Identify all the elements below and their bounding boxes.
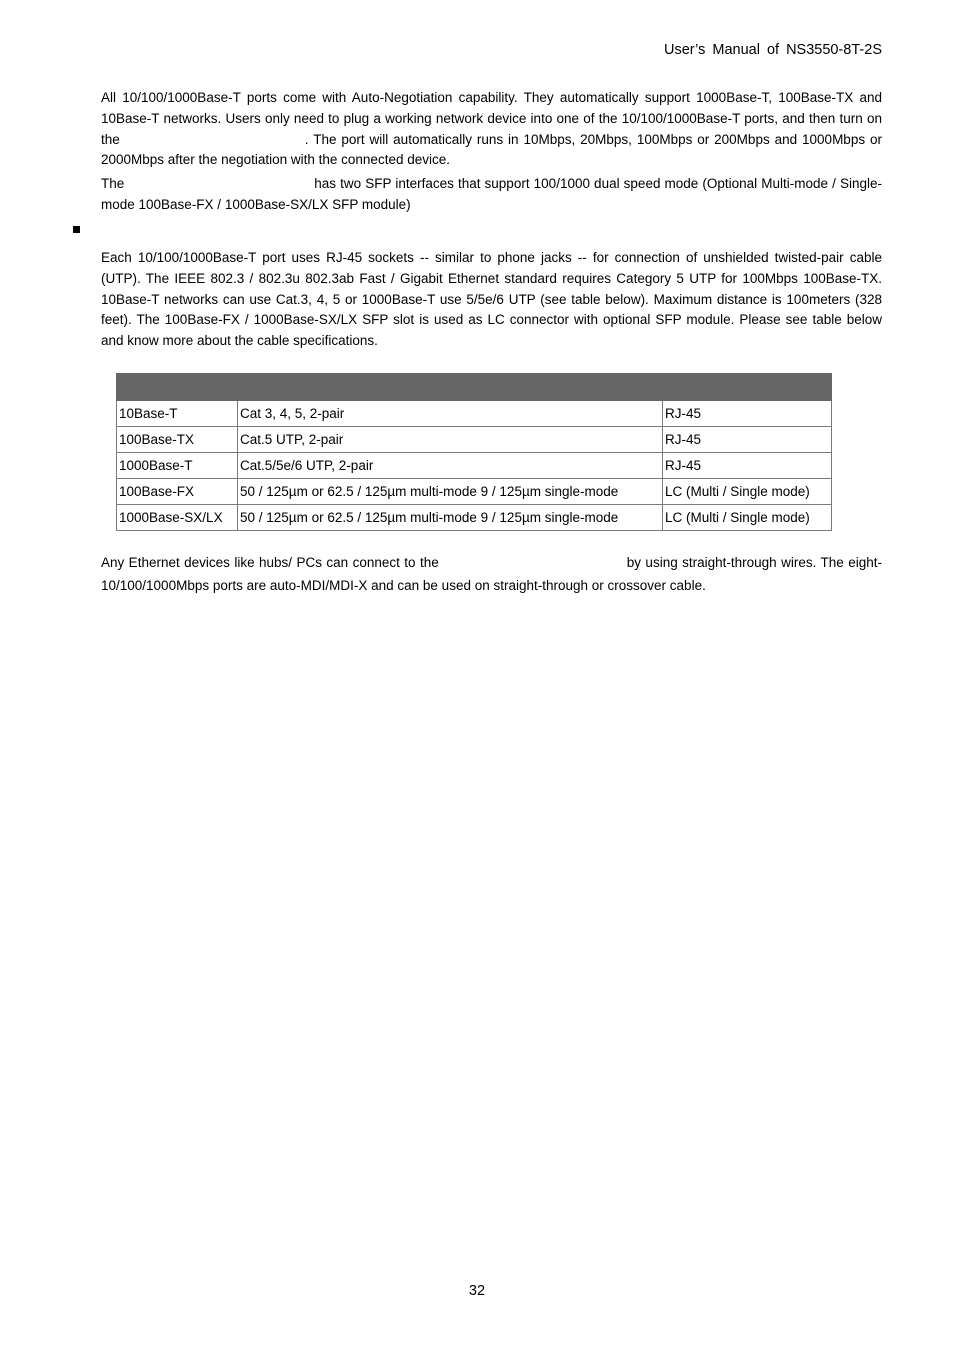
network-type-cell: 1000Base-SX/LX: [117, 505, 238, 531]
connector-cell: RJ-45: [663, 453, 832, 479]
network-type-cell: 10Base-T: [117, 401, 238, 427]
devices-text-2: by using straight-through wires. The eight-10/100/1000Mbps ports are auto-MDI/MDI-X and can be used on straight-through or crossover cable.: [101, 555, 882, 593]
table-header-cell: [663, 374, 832, 401]
autoneg-text-2: . The port will automatically runs in 10Mbps, 20Mbps, 100Mbps or 200Mbps and 1000Mbps or 2000Mbps after the negotiation with the connected device.: [101, 131, 882, 168]
table-header-cell: [117, 374, 238, 401]
autoneg-text-1: All 10/100/1000Base-T ports come with Auto-Negotiation capability. They automatically support 1000Base-T, 100Base-TX and 10Base-T networks. Users only need to plug a working network device into one of the 10/100/1000Base-T ports, and then turn on the: [101, 90, 882, 147]
page-number: 32: [468, 1283, 486, 1299]
table-row: [117, 453, 832, 479]
table-header-cell: [238, 374, 663, 401]
sfp-text-1: The: [101, 176, 125, 191]
cable-spec-table: [116, 373, 832, 531]
sfp-text-2: has two SFP interfaces that support 100/1000 dual speed mode (Optional Multi-mode / Single-mode 100Base-FX / 1000Base-SX/LX SFP module): [101, 176, 882, 212]
table-row: [117, 427, 832, 453]
table-row: [117, 401, 832, 427]
network-type-cell: 100Base-TX: [117, 427, 238, 453]
devices-paragraph: [101, 552, 882, 597]
cable-spec-cell: Cat 3, 4, 5, 2-pair: [238, 401, 663, 427]
cable-spec-cell: Cat.5/5e/6 UTP, 2-pair: [238, 453, 663, 479]
cable-spec-cell: 50 / 125µm or 62.5 / 125µm multi-mode 9 / 125µm single-mode: [238, 505, 663, 531]
connector-cell: RJ-45: [663, 427, 832, 453]
cabling-paragraph: Each 10/100/1000Base-T port uses RJ-45 sockets -- similar to phone jacks -- for connection of unshielded twisted-pair cable (UTP). The IEEE 802.3 / 802.3u 802.3ab Fast / Gigabit Ethernet standard requires Category 5 UTP for 100Mbps 100Base-TX. 10Base-T networks can use Cat.3, 4, 5 or 1000Base-T use 5/5e/6 UTP (see table below). Maximum distance is 100meters (328 feet). The 100Base-FX / 1000Base-SX/LX SFP slot is used as LC connector with optional SFP module. Please see table below and know more about the cable specifications.: [101, 250, 882, 349]
autonegotiation-paragraph: [101, 88, 882, 171]
table-row: [117, 505, 832, 531]
table-header-row: [117, 374, 832, 401]
table-row: [117, 479, 832, 505]
connector-cell: LC (Multi / Single mode): [663, 505, 832, 531]
connector-cell: RJ-45: [663, 401, 832, 427]
cable-spec-cell: Cat.5 UTP, 2-pair: [238, 427, 663, 453]
cable-spec-cell: 50 / 125µm or 62.5 / 125µm multi-mode 9 / 125µm single-mode: [238, 479, 663, 505]
bullet-square-icon: [73, 226, 80, 233]
network-type-cell: 100Base-FX: [117, 479, 238, 505]
devices-text-1: Any Ethernet devices like hubs/ PCs can connect to the: [101, 555, 439, 570]
sfp-paragraph: [101, 174, 882, 216]
page-header: User’s Manual of NS3550-8T-2S: [663, 42, 882, 58]
network-type-cell: 1000Base-T: [117, 453, 238, 479]
connector-cell: LC (Multi / Single mode): [663, 479, 832, 505]
